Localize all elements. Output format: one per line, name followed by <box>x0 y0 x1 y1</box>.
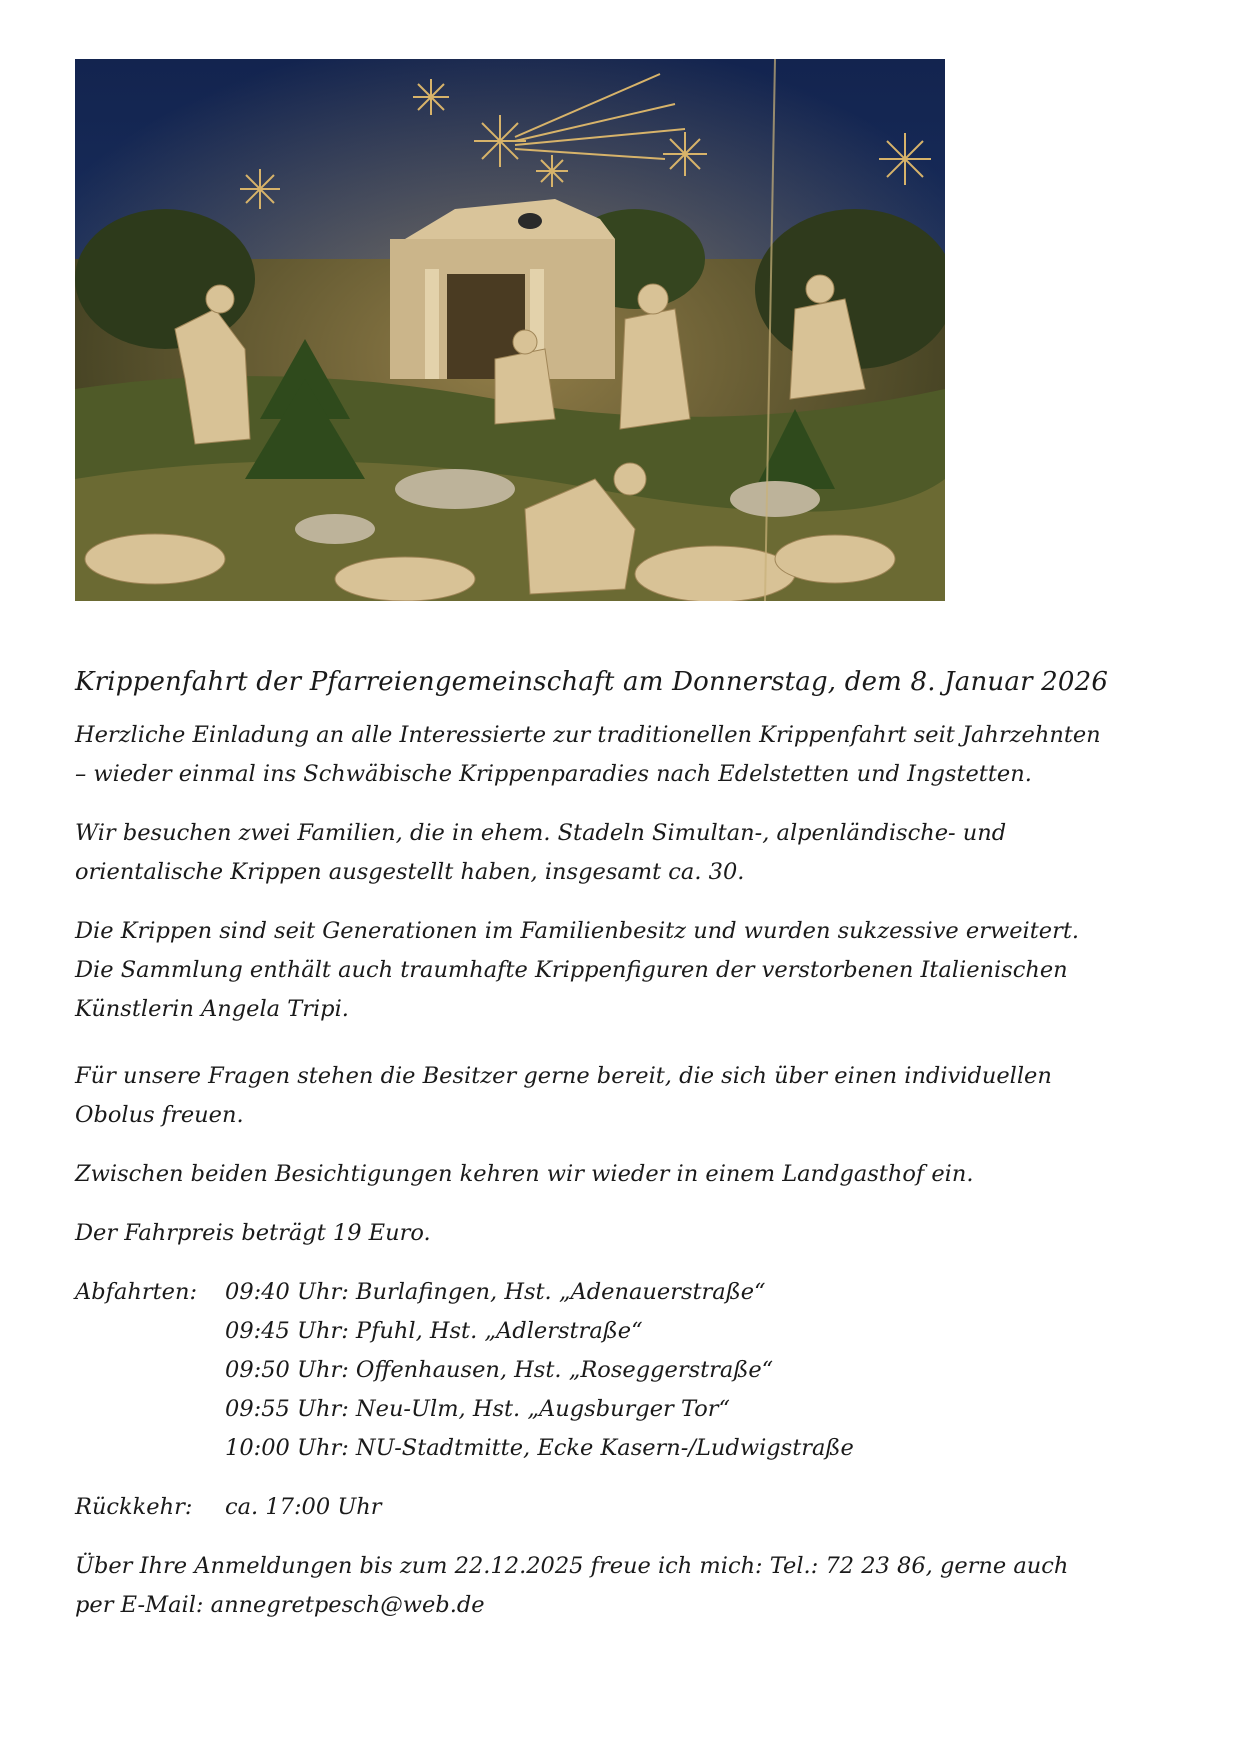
text-line: Künstlerin Angela Tripi. <box>75 996 349 1022</box>
departure-item: 09:50 Uhr: Offenhausen, Hst. „Roseggerstraße“ <box>225 1357 774 1383</box>
departures-label: Abfahrten: <box>75 1279 198 1305</box>
paragraph-questions <box>75 1057 1185 1135</box>
departures-list <box>225 1273 1185 1468</box>
departure-item: 10:00 Uhr: NU-Stadtmitte, Ecke Kasern-/Ludwigstraße <box>225 1435 854 1461</box>
text-line: per E-Mail: annegretpesch@web.de <box>75 1592 485 1618</box>
text-line: Für unsere Fragen stehen die Besitzer gerne bereit, die sich über einen individuellen <box>75 1063 1052 1089</box>
departure-item: 09:55 Uhr: Neu-Ulm, Hst. „Augsburger Tor“ <box>225 1396 731 1422</box>
text-line: Herzliche Einladung an alle Interessierte zur traditionellen Krippenfahrt seit Jahrzehnten <box>75 722 1101 748</box>
return-section <box>75 1488 1185 1527</box>
text-line: Die Sammlung enthält auch traumhafte Krippenfiguren der verstorbenen Italienischen <box>75 957 1068 983</box>
departure-item: 09:40 Uhr: Burlafingen, Hst. „Adenauerstraße“ <box>225 1279 766 1305</box>
text-line: orientalische Krippen ausgestellt haben, insgesamt ca. 30. <box>75 859 745 885</box>
paragraph-visit <box>75 814 1185 892</box>
paragraph-registration <box>75 1547 1185 1625</box>
page-title: Krippenfahrt der Pfarreiengemeinschaft am Donnerstag, dem 8. Januar 2026 <box>75 667 1109 697</box>
text-line: Obolus freuen. <box>75 1102 244 1128</box>
text-line: Die Krippen sind seit Generationen im Familienbesitz und wurden sukzessive erweitert. <box>75 918 1080 944</box>
text-line: Wir besuchen zwei Familien, die in ehem. Stadeln Simultan-, alpenländische- und <box>75 820 1007 846</box>
paragraph-inn: Zwischen beiden Besichtigungen kehren wir wieder in einem Landgasthof ein. <box>75 1161 974 1187</box>
return-label: Rückkehr: <box>75 1494 193 1520</box>
text-line: Über Ihre Anmeldungen bis zum 22.12.2025 freue ich mich: Tel.: 72 23 86, gerne auch <box>75 1553 1069 1579</box>
paragraph-price: Der Fahrpreis beträgt 19 Euro. <box>75 1220 431 1246</box>
return-time: ca. 17:00 Uhr <box>225 1494 382 1520</box>
paragraph-invitation <box>75 716 1185 794</box>
paragraph-collection <box>75 912 1185 1029</box>
departure-item: 09:45 Uhr: Pfuhl, Hst. „Adlerstraße“ <box>225 1318 643 1344</box>
nativity-scene-icon <box>75 59 945 601</box>
text-line: – wieder einmal ins Schwäbische Krippenparadies nach Edelstetten und Ingstetten. <box>75 761 1032 787</box>
nativity-scene-photo <box>75 59 945 601</box>
departures-section <box>75 1273 1185 1468</box>
invitation-text <box>75 662 1185 1625</box>
